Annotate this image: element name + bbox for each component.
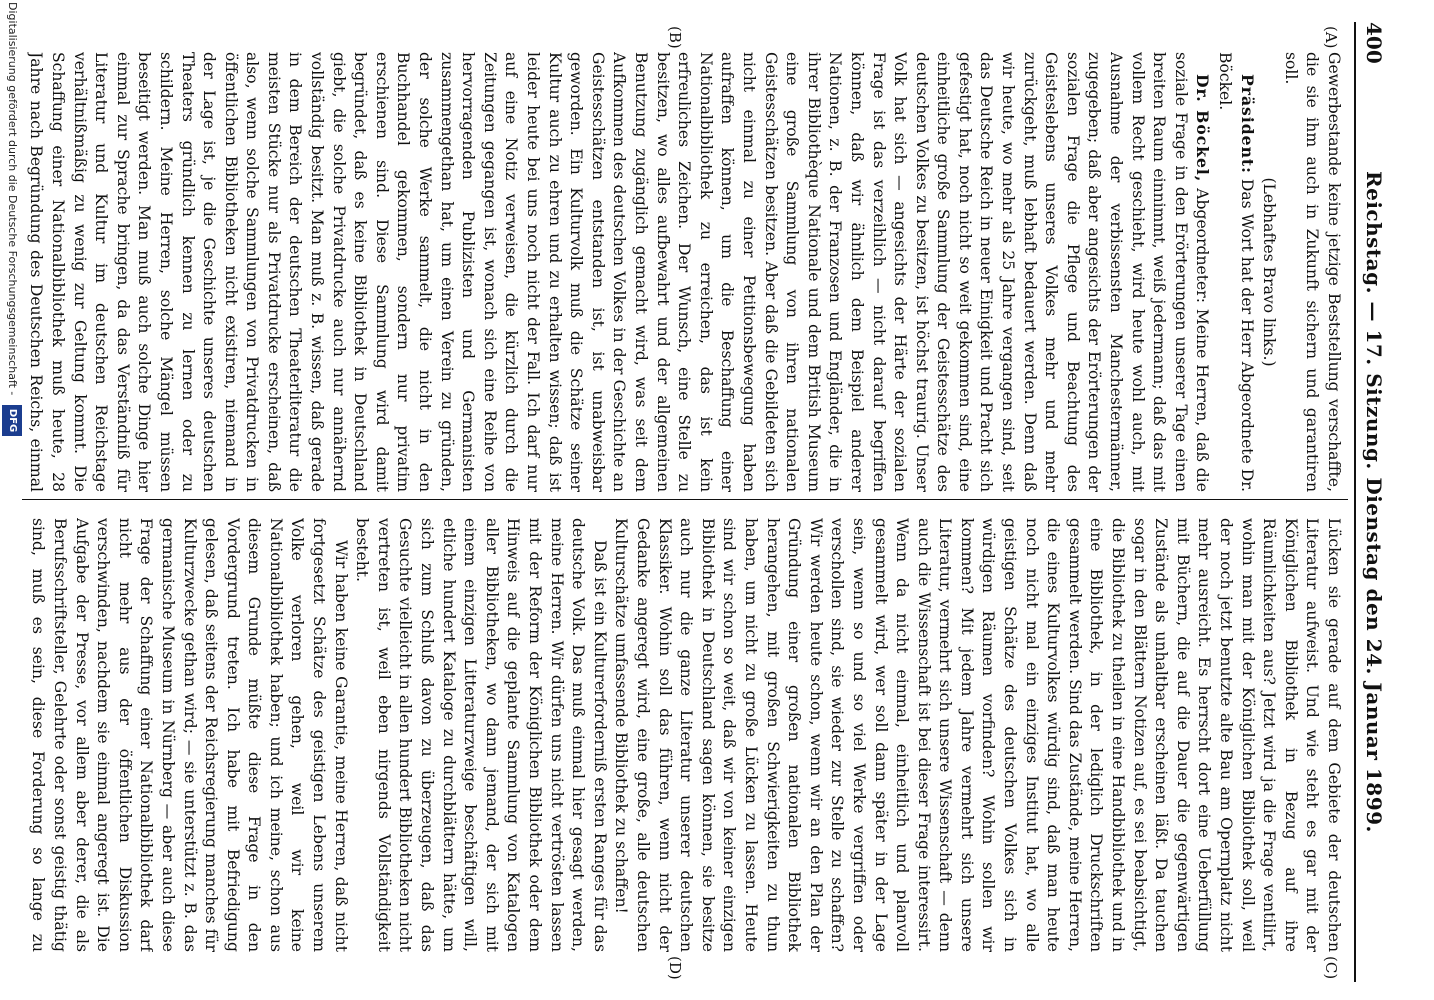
text-column-right xyxy=(24,518,1344,952)
paragraph: Wir haben keine Garantie, meine Herren, daß nicht fortgesetzt Schätze des geistigen Lebens unserem Volke verloren gehen, weil wir keine Nationalbibliothek haben; und ich meine, schon aus diesem Grunde müßte diese Frage in den Vordergrund treten. Ich habe mit Befriedigung gelesen, daß seitens der Reichsregierung manches für Kulturzwecke gethan wird; — sie unterstützt z. B. das germanische Museum in Nürnberg — aber auch diese Frage der Schaffung einer Nationalbibliothek darf nicht mehr aus der öffentlichen Diskussion verschwinden, nachdem sie einmal angeregt ist. Die Aufgabe der Presse, vor allem aber derer, die als Berufsschriftsteller, Gelehrte oder sonst geistig thätig sind, muß es sein, diese Forderung so lange zu xyxy=(29,518,350,952)
paragraph: Lücken sie gerade auf dem Gebiete der deutschen Literatur aufweist. Und wie steht es gar mit der Königlichen Bibliothek in Bezug auf ihre Räumlichkeiten aus? Jetzt wird ja die Frage ventilirt, wohin man mit der Königlichen Bibliothek soll, weil der noch jetzt benutzte alte Bau am Opernplatz nicht mehr ausreicht. Es herrscht dort eine Ueberfüllung mit Büchern, die auf die Dauer die gegenwärtigen Zustände als unhaltbar erscheinen läßt. Da tauchen sogar in den Blättern Notizen auf, es sei beabsichtigt, die Bibliothek zu theilen in eine Handbibliothek und in eine Bibliothek, in der lediglich Druckschriften gesammelt werden. Sind das Zustände, meine Herren, die eines Kulturvolkes würdig sind, daß man heute noch nicht mal ein einziges Institut hat, wo alle geistigen Schätze des deutschen Volkes sich in würdigen Räumen vorfinden? Wohin sollen wir kommen? Mit jedem Jahre vermehrt sich unsere Literatur, vermehrt sich unsere Wissenschaft — denn auch die Wissenschaft ist bei dieser Frage interessirt. Wenn da nicht einmal, einheitlich und planvoll gesammelt wird, wer soll dann später in der Lage sein, wenn so und so viel Werke vergriffen oder verschollen sind, sie wieder zur Stelle zu schaffen? Wir werden heute schon, wenn wir an den Plan der Gründung einer großen nationalen Bibliothek herangehen, mit großen Schwierigkeiten zu thun haben, um nicht zu große Lücken zu lassen. Heute sind wir schon so weit, daß wir von keiner einzigen Bibliothek in Deutschland sagen können, sie besitze auch nur die ganze Literatur unserer deutschen Klassiker. Wohin soll das führen, wenn nicht der Gedanke angeregt wird, eine große, alle deutschen Kulturschätze umfassende Bibliothek zu schaffen! xyxy=(612,518,1343,952)
paragraph xyxy=(24,52,1213,492)
margin-marker-b: (B) xyxy=(666,26,684,49)
page-number: 400 xyxy=(1362,22,1386,64)
margin-marker-c: (C) xyxy=(1322,956,1340,980)
margin-marker-d: (D) xyxy=(666,956,684,980)
paragraph: Gewerbestande keine jetzige Beststellung verschaffte, die sie ihm auch in Zukunft sichern und garantiren soll. xyxy=(1281,52,1343,492)
speaker-name: Präsident: xyxy=(1237,74,1257,174)
text-column-left xyxy=(24,52,1344,492)
header-rule xyxy=(1354,22,1356,982)
page-header xyxy=(1352,22,1392,982)
footer-credit: Digitalisierung gefördert durch die Deutsche Forschungsgemeinschaft - xyxy=(6,2,19,396)
margin-marker-a: (A) xyxy=(1322,26,1340,49)
speaker-name: Dr. Böckel, xyxy=(1193,74,1213,183)
running-title: Reichstag. — 17. Sitzung. Dienstag den 24. Januar 1899. xyxy=(1362,170,1386,834)
speech-text: Abgeordneter: Meine Herren, daß die soziale Frage in den Erörterungen unserer Tage einen breiten Raum einnimmt, weiß jedermann; daß das mit vollem Recht geschieht, wird heute wohl auch, mit Ausnahme der verbissensten Manchestermänner, zugegeben; daß aber angesichts der Erörterungen der sozialen Frage die Pflege und Beachtung des Geisteslebens unseres Volkes mehr und mehr zurückgeht, muß lebhaft bedauert werden. Denn daß wir heute, wo mehr als 25 Jahre vergangen sind, seit das Deutsche Reich in neuer Einigkeit und Pracht sich gefestigt hat, noch nicht so weit gekommen sind, eine einheitliche große Sammlung der Geistesschätze des deutschen Volkes zu besitzen, ist höchst traurig. Unser Volk hat sich — angesichts der Härte der sozialen Frage ist das verzeihlich — nicht darauf begriffen können, daß wir ähnlich dem Beispiel anderer Nationen, z. B. der Franzosen und Engländer, die in ihrer Bibliothèque Nationale und dem British Museum eine große Sammlung von ihren nationalen Geistesschätzen besitzen. Aber daß die Gebildeten sich nicht einmal zu einer Petitionsbewegung haben aufraffen können, um die Beschaffung einer Nationalbibliothek zu erreichen, das ist kein erfreuliches Zeichen. Der Wunsch, eine Stelle zu besitzen, wo alles aufbewahrt und der allgemeinen Benutzung zugänglich gemacht wird, was seit dem Aufkommen des deutschen Volkes in der Geschichte an Geistesschätzen entstanden ist, ist unabweisbar geworden. Ein Kulturvolk muß die Schätze seiner Kultur auch zu ehren und zu erhalten wissen; daß ist leider heute bei uns noch nicht der Fall. Ich darf nur auf eine Notiz verweisen, die kürzlich durch die Zeitungen gegangen ist, wonach sich eine Reihe von hervorragenden Publizisten und Germanisten zusammengethan hat, um einen Verein zu gründen, der solche Werke sammelt, die nicht in den Buchhandel gekommen, sondern nur privatim erschienen sind. Diese Sammlung wird damit begründet, daß es keine Bibliothek in Deutschland giebt, die solche Privatdrucke auch nur annähernd vollständig besitzt. Man muß z. B. wissen, daß gerade in dem Bereich der deutschen Theaterliteratur die meisten Stücke nur als Privatdrucke erscheinen, daß also, wenn solche Sammlungen von Privatdrucken in öffentlichen Bibliotheken nicht existiren, niemand in der Lage ist, je die Geschichte unseres deutschen Theaters gründlich kennen zu lernen oder zu schildern. Meine Herren, solche Mängel müssen beseitigt werden. Man muß auch solche Dinge hier einmal zur Sprache bringen, da das Verständniß für Literatur und Kultur im deutschen Reichstage verhältnißmäßig zu wenig zur Geltung kommt. Die Schaffung einer Nationalbibliothek muß heute, 28 Jahre nach Begründung des Deutschen Reichs, einmal xyxy=(27,52,1212,492)
paragraph: Daß ist ein Kulturerforderniß ersten Ranges für das deutsche Volk. Das muß einmal hier gesagt werden, meine Herren. Wir dürfen uns nicht vertrösten lassen mit der Reform der Königlichen Bibliothek oder dem Hinweis auf die geplante Sammlung von Katalogen aller Bibliotheken, wo dann jemand, der sich mit einem einzigen Litteraturzweige beschäftigen will, etliche hundert Kataloge zu durchblättern hätte, um sich zum Schluß davon zu überzeugen, daß das Gesuchte vielleicht in allen hundert Bibliotheken nicht vertreten ist, weil eben nirgends Vollständigkeit besteht. xyxy=(353,518,609,952)
column-divider xyxy=(22,499,1348,500)
digitization-footer xyxy=(2,0,26,1000)
dfg-logo: DFG xyxy=(2,405,22,436)
paragraph: (Lebhaftes Bravo links.) xyxy=(1260,177,1279,367)
paragraph xyxy=(1213,52,1257,492)
speech-text: Das Wort hat der Herr Abgeordnete Dr. Böckel. xyxy=(1216,52,1256,492)
rotated-newspaper-page xyxy=(12,22,1392,982)
